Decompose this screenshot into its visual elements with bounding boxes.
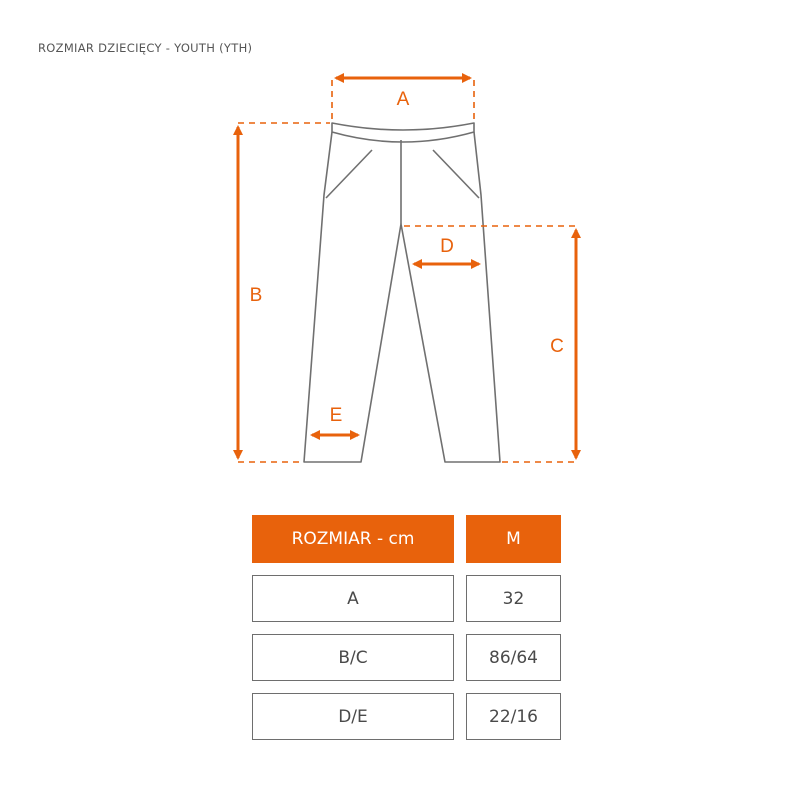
table-row-label <box>252 634 454 681</box>
table-header-label-text: ROZMIAR - cm <box>291 529 415 549</box>
dimension-guides <box>238 80 576 462</box>
table-header-size-text: M <box>506 529 521 549</box>
dimension-arrows <box>238 78 576 458</box>
waistband <box>332 123 474 142</box>
table-header-size <box>466 515 561 563</box>
row-bc-label: B/C <box>338 647 368 668</box>
row-de-value: 22/16 <box>489 706 538 727</box>
table-header-label <box>252 515 454 563</box>
left-pocket <box>326 150 372 198</box>
label-a: A <box>396 89 410 110</box>
row-a-label: A <box>347 588 359 609</box>
row-de-label: D/E <box>338 706 368 727</box>
table-row-label <box>252 575 454 622</box>
right-pocket <box>433 150 479 198</box>
table-row-label <box>252 693 454 740</box>
table-row-value <box>466 634 561 681</box>
row-bc-value: 86/64 <box>489 647 538 668</box>
label-d: D <box>440 236 454 257</box>
page-title: ROZMIAR DZIECIĘCY - YOUTH (YTH) <box>38 41 253 55</box>
table-row-value <box>466 575 561 622</box>
label-b: B <box>249 285 263 306</box>
label-c: C <box>550 336 564 357</box>
row-a-value: 32 <box>502 588 525 609</box>
label-e: E <box>329 405 343 426</box>
table-row-value <box>466 693 561 740</box>
